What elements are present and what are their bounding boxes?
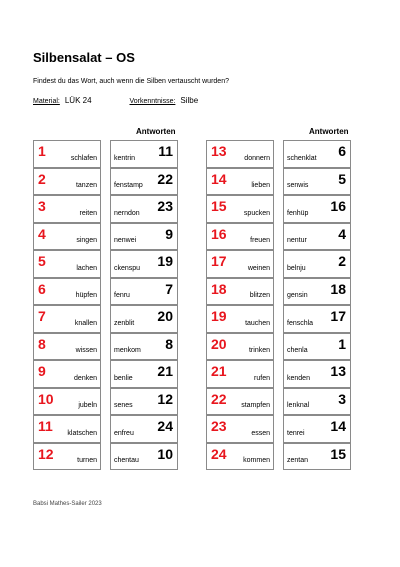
- word-number: 12: [38, 445, 54, 462]
- cell-gap: [274, 169, 283, 197]
- word-number: 17: [211, 253, 227, 270]
- scrambled-word: lenknal: [287, 402, 310, 410]
- answer-cell: [283, 195, 351, 223]
- word-cell: [206, 223, 274, 251]
- scrambled-word: tenrei: [287, 429, 305, 437]
- word-text: freuen: [250, 237, 270, 245]
- grid-row: [206, 141, 373, 169]
- word-text: lieben: [251, 182, 270, 190]
- word-number: 8: [38, 335, 46, 352]
- word-number: 16: [211, 225, 227, 242]
- cell-gap: [101, 444, 110, 472]
- word-number: 4: [38, 225, 46, 242]
- scrambled-word: zentan: [287, 457, 309, 465]
- cell-gap: [101, 251, 110, 279]
- word-cell: [33, 223, 101, 251]
- scrambled-word: schenklat: [287, 154, 317, 162]
- answer-number: 8: [165, 335, 173, 352]
- grid-row: [206, 444, 373, 472]
- word-cell: [206, 443, 274, 471]
- word-text: essen: [251, 429, 270, 437]
- scrambled-word: nenwei: [114, 237, 137, 245]
- grid-row: [206, 306, 373, 334]
- scrambled-word: chenla: [287, 347, 308, 355]
- answers-heading-left: Antworten: [136, 127, 176, 136]
- word-text: blitzen: [249, 292, 270, 300]
- footer-credit: Babsi Mathes-Sailer 2023: [33, 501, 102, 507]
- answer-cell: [110, 305, 178, 333]
- scrambled-word: nerndon: [114, 209, 140, 217]
- word-cell: [206, 140, 274, 168]
- grid-row: [33, 251, 200, 279]
- answer-number: 21: [157, 363, 173, 380]
- material-row: [33, 96, 198, 105]
- word-cell: [206, 195, 274, 223]
- scrambled-word: senwis: [287, 182, 309, 190]
- cell-gap: [101, 169, 110, 197]
- grid-row: [33, 279, 200, 307]
- answer-number: 18: [330, 280, 346, 297]
- word-number: 5: [38, 253, 46, 270]
- scrambled-word: ckenspu: [114, 264, 141, 272]
- word-text: turnen: [77, 457, 97, 465]
- material-value: LÜK 24: [64, 96, 92, 105]
- word-text: singen: [76, 237, 97, 245]
- cell-gap: [274, 389, 283, 417]
- word-cell: [33, 250, 101, 278]
- word-text: lachen: [76, 264, 97, 272]
- prereq-value: Silbe: [180, 96, 199, 105]
- word-number: 24: [211, 445, 227, 462]
- word-cell: [33, 333, 101, 361]
- grid-row: [206, 279, 373, 307]
- syllable-grid-right: [206, 141, 373, 471]
- grid-row: [33, 361, 200, 389]
- answer-number: 6: [338, 143, 346, 160]
- word-number: 2: [38, 170, 46, 187]
- word-text: trinken: [248, 347, 270, 355]
- word-cell: [33, 140, 101, 168]
- answer-cell: [283, 278, 351, 306]
- scrambled-word: fenhüp: [287, 209, 309, 217]
- answer-cell: [283, 250, 351, 278]
- grid-row: [33, 141, 200, 169]
- word-text: klatschen: [67, 429, 97, 437]
- cell-gap: [101, 416, 110, 444]
- answer-cell: [283, 333, 351, 361]
- word-cell: [206, 360, 274, 388]
- answer-cell: [110, 140, 178, 168]
- scrambled-word: fenstamp: [114, 182, 143, 190]
- answer-number: 7: [165, 280, 173, 297]
- scrambled-word: fenru: [114, 292, 130, 300]
- answer-number: 12: [157, 390, 173, 407]
- word-number: 1: [38, 143, 46, 160]
- answer-cell: [110, 388, 178, 416]
- material-label: Material:: [33, 98, 60, 105]
- scrambled-word: benlie: [114, 374, 133, 382]
- word-number: 11: [38, 418, 53, 435]
- cell-gap: [101, 306, 110, 334]
- answer-number: 20: [157, 308, 173, 325]
- answer-cell: [110, 195, 178, 223]
- scrambled-word: kentrin: [114, 154, 136, 162]
- cell-gap: [274, 224, 283, 252]
- cell-gap: [274, 251, 283, 279]
- answer-number: 16: [330, 198, 346, 215]
- word-cell: [33, 360, 101, 388]
- cell-gap: [274, 306, 283, 334]
- word-text: donnern: [244, 154, 270, 162]
- word-number: 6: [38, 280, 46, 297]
- grid-row: [206, 169, 373, 197]
- word-cell: [33, 443, 101, 471]
- word-text: rufen: [254, 374, 270, 382]
- grid-row: [206, 361, 373, 389]
- scrambled-word: chentau: [114, 457, 139, 465]
- grid-row: [33, 224, 200, 252]
- word-cell: [206, 305, 274, 333]
- word-cell: [33, 305, 101, 333]
- word-text: tauchen: [245, 319, 270, 327]
- word-text: schlafen: [70, 154, 97, 162]
- word-number: 20: [211, 335, 227, 352]
- cell-gap: [101, 224, 110, 252]
- word-text: kommen: [243, 457, 270, 465]
- answer-number: 23: [157, 198, 173, 215]
- grid-row: [206, 334, 373, 362]
- cell-gap: [274, 334, 283, 362]
- answer-number: 5: [338, 170, 346, 187]
- scrambled-word: gensin: [287, 292, 308, 300]
- answer-cell: [283, 140, 351, 168]
- cell-gap: [274, 141, 283, 169]
- answers-heading-right: Antworten: [309, 127, 349, 136]
- cell-gap: [274, 444, 283, 472]
- word-cell: [33, 168, 101, 196]
- word-number: 7: [38, 308, 46, 325]
- answer-number: 2: [338, 253, 346, 270]
- answer-cell: [283, 223, 351, 251]
- word-number: 13: [211, 143, 227, 160]
- grid-row: [33, 334, 200, 362]
- word-number: 9: [38, 363, 46, 380]
- page-title: Silbensalat – OS: [33, 50, 135, 65]
- answer-number: 24: [157, 418, 173, 435]
- word-cell: [33, 415, 101, 443]
- prereq-label: Vorkenntnisse:: [129, 98, 176, 105]
- syllable-grid-left: [33, 141, 200, 471]
- word-number: 3: [38, 198, 46, 215]
- scrambled-word: nentur: [287, 237, 307, 245]
- cell-gap: [101, 389, 110, 417]
- cell-gap: [274, 196, 283, 224]
- word-number: 23: [211, 418, 227, 435]
- answer-cell: [283, 360, 351, 388]
- grid-row: [206, 196, 373, 224]
- grid-row: [33, 444, 200, 472]
- word-cell: [206, 278, 274, 306]
- grid-row: [206, 224, 373, 252]
- answer-cell: [283, 388, 351, 416]
- cell-gap: [101, 279, 110, 307]
- answer-cell: [110, 250, 178, 278]
- word-cell: [33, 388, 101, 416]
- cell-gap: [101, 196, 110, 224]
- cell-gap: [274, 416, 283, 444]
- word-cell: [33, 195, 101, 223]
- word-text: spucken: [243, 209, 270, 217]
- scrambled-word: fenschla: [287, 319, 314, 327]
- answer-cell: [110, 415, 178, 443]
- answer-number: 9: [165, 225, 173, 242]
- word-cell: [206, 168, 274, 196]
- answer-cell: [283, 415, 351, 443]
- word-text: knallen: [74, 319, 97, 327]
- answer-cell: [110, 360, 178, 388]
- word-text: reiten: [79, 209, 97, 217]
- word-text: stampfen: [241, 402, 270, 410]
- answer-cell: [283, 443, 351, 471]
- scrambled-word: kenden: [287, 374, 310, 382]
- grid-row: [33, 169, 200, 197]
- cell-gap: [101, 334, 110, 362]
- answer-number: 17: [330, 308, 346, 325]
- word-number: 10: [38, 390, 54, 407]
- cell-gap: [101, 141, 110, 169]
- answer-number: 3: [338, 390, 346, 407]
- scrambled-word: senes: [114, 402, 133, 410]
- grid-row: [33, 389, 200, 417]
- answer-cell: [110, 168, 178, 196]
- word-cell: [206, 388, 274, 416]
- answer-number: 14: [330, 418, 346, 435]
- grid-row: [33, 196, 200, 224]
- word-number: 14: [211, 170, 227, 187]
- word-text: jubeln: [78, 402, 97, 410]
- word-text: weinen: [247, 264, 270, 272]
- word-cell: [206, 250, 274, 278]
- cell-gap: [274, 361, 283, 389]
- word-number: 21: [211, 363, 227, 380]
- grid-row: [33, 306, 200, 334]
- word-text: wissen: [75, 347, 97, 355]
- answer-cell: [110, 278, 178, 306]
- scrambled-word: belnju: [287, 264, 306, 272]
- word-text: tanzen: [75, 182, 97, 190]
- grid-row: [206, 251, 373, 279]
- answer-number: 10: [157, 445, 173, 462]
- word-number: 22: [211, 390, 227, 407]
- answer-cell: [283, 168, 351, 196]
- answer-number: 15: [330, 445, 346, 462]
- answer-number: 13: [330, 363, 346, 380]
- instruction-text: Findest du das Wort, auch wenn die Silben vertauscht wurden?: [33, 78, 229, 85]
- scrambled-word: zenblit: [114, 319, 135, 327]
- grid-row: [206, 416, 373, 444]
- grid-row: [206, 389, 373, 417]
- scrambled-word: menkom: [114, 347, 141, 355]
- word-number: 18: [211, 280, 227, 297]
- answer-cell: [283, 305, 351, 333]
- answer-number: 4: [338, 225, 346, 242]
- grid-row: [33, 416, 200, 444]
- word-cell: [206, 415, 274, 443]
- word-text: hüpfen: [75, 292, 97, 300]
- cell-gap: [274, 279, 283, 307]
- word-cell: [206, 333, 274, 361]
- word-cell: [33, 278, 101, 306]
- word-text: denken: [74, 374, 97, 382]
- answer-number: 22: [157, 170, 173, 187]
- cell-gap: [101, 361, 110, 389]
- answer-cell: [110, 443, 178, 471]
- word-number: 15: [211, 198, 227, 215]
- answer-number: 19: [157, 253, 173, 270]
- answer-number: 1: [338, 335, 346, 352]
- scrambled-word: enfreu: [114, 429, 134, 437]
- answer-cell: [110, 333, 178, 361]
- answer-cell: [110, 223, 178, 251]
- answer-number: 11: [158, 143, 173, 160]
- word-number: 19: [211, 308, 227, 325]
